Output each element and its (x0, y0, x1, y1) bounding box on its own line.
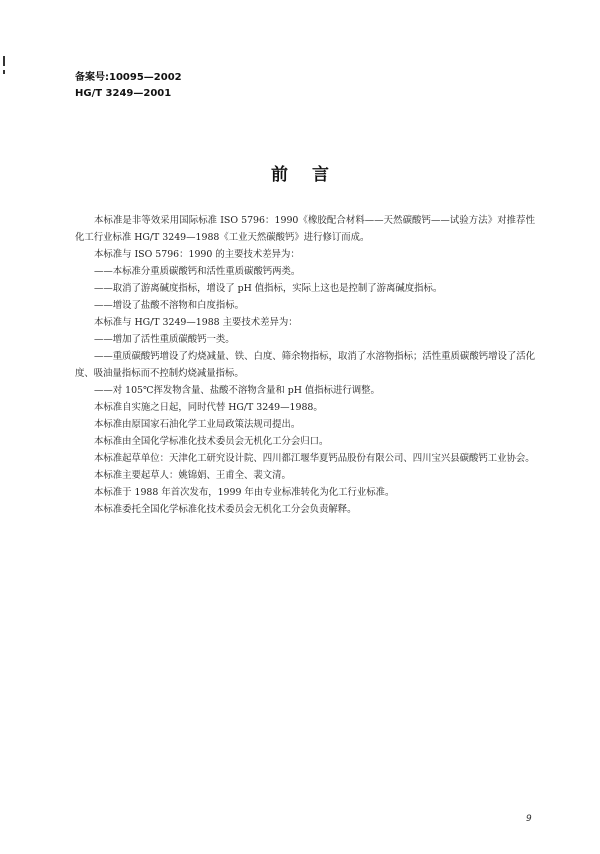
foreword-body (75, 212, 535, 518)
page-number: 9 (526, 814, 532, 824)
paragraph: 本标准于 1988 年首次发布，1999 年由专业标准转化为化工行业标准。 (94, 487, 395, 498)
paragraph: ——增加了活性重质碳酸钙一类。 (94, 334, 235, 345)
page-title: 前言 (271, 165, 353, 185)
paragraph: ——重质碳酸钙增设了灼烧减量、铁、白度、筛余物指标，取消了水溶物指标；活性重质碳酸钙增设了活化度、吸油量指标而不控制灼烧减量指标。 (75, 351, 535, 379)
scan-mark (3, 56, 5, 66)
paragraph: 本标准委托全国化学标准化技术委员会无机化工分会负责解释。 (94, 504, 357, 515)
header-codes (75, 70, 182, 102)
paragraph: 本标准主要起草人：姚锦娟、王甫全、裴文清。 (94, 470, 291, 481)
paragraph: 本标准与 ISO 5796：1990 的主要技术差异为： (94, 249, 300, 260)
paragraph: 本标准由原国家石油化学工业局政策法规司提出。 (94, 419, 301, 430)
paragraph: ——取消了游离碱度指标，增设了 pH 值指标，实际上这也是控制了游离碱度指标。 (94, 283, 443, 294)
paragraph: 本标准与 HG/T 3249—1988 主要技术差异为： (94, 317, 298, 328)
paragraph: ——增设了盐酸不溶物和白度指标。 (94, 300, 245, 311)
paragraph: 本标准起草单位：天津化工研究设计院、四川都江堰华夏钙品股份有限公司、四川宝兴县碳酸钙工业协会。 (94, 453, 535, 464)
paragraph: 本标准是非等效采用国际标准 ISO 5796：1990《橡胶配合材料——天然碳酸钙——试验方法》对推荐性化工行业标准 HG/T 3249—1988《工业天然碳酸钙》进行修订而成。 (75, 215, 535, 243)
paragraph: ——对 105℃挥发物含量、盐酸不溶物含量和 pH 值指标进行调整。 (94, 385, 380, 396)
filing-number: 备案号:10095—2002 (75, 72, 182, 83)
standard-number: HG/T 3249—2001 (75, 88, 172, 99)
paragraph: 本标准自实施之日起，同时代替 HG/T 3249—1988。 (94, 402, 323, 413)
paragraph: 本标准由全国化学标准化技术委员会无机化工分会归口。 (94, 436, 329, 447)
paragraph: ——本标准分重质碳酸钙和活性重质碳酸钙两类。 (94, 266, 301, 277)
